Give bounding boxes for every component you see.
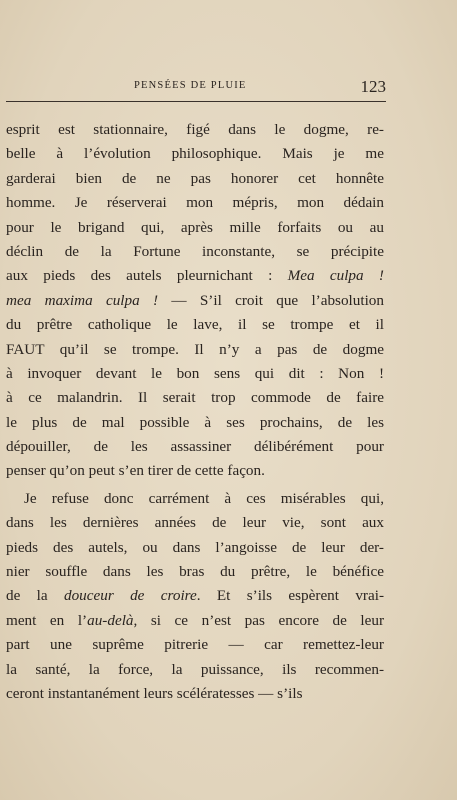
text-line [6,411,384,435]
text-line [6,362,384,386]
text-segment: . Et s’ils espèrent vrai- [196,587,385,605]
text-segment: de la [6,587,64,605]
text-segment: — S’il croit que l’absolution [158,291,384,309]
paragraph [6,487,384,707]
text-line [6,118,384,142]
text-segment: ceront instantanément leurs scélératesses — s’ils [6,684,303,702]
text-line [6,584,384,608]
text-line [6,459,384,483]
text-segment: ment en l’ [6,611,88,629]
running-title: PENSÉES DE PLUIE [134,80,247,91]
text-line [6,289,384,313]
text-segment: la santé, la force, la puissance, ils recommen- [6,660,384,678]
text-line [6,658,384,682]
text-segment: dans les dernières années de leur vie, sont aux [6,514,384,532]
text-segment: nier souffle dans les bras du prêtre, le bénéfice [6,563,384,581]
text-line [6,142,384,166]
text-line [6,338,384,362]
text-line [6,216,384,240]
text-segment: garderai bien de ne pas honorer cet honnête [6,169,384,187]
italic-text: douceur de croire [63,587,197,605]
text-line [6,191,384,215]
text-segment: à ce malandrin. Il serait trop commode de faire [6,389,384,407]
text-segment: esprit est stationnaire, figé dans le dogme, re- [6,121,384,138]
text-line [6,240,384,264]
text-line [6,511,384,535]
text-segment: , si ce n’est pas encore de leur [133,611,385,629]
header-rule [6,101,386,102]
text-line [6,313,384,337]
text-line [6,560,384,584]
text-segment: déclin de la Fortune inconstante, se précipite [6,242,384,260]
text-segment: part une suprême pitrerie — car remettez-leur [6,636,384,654]
text-segment: homme. Je réserverai mon mépris, mon dédain [6,194,384,212]
text-segment: aux pieds des autels pleurnichant : [6,267,288,285]
text-segment: FAUT qu’il se trompe. Il n’y a pas de dogme [6,340,384,358]
text-segment: pour le brigand qui, après mille forfaits ou au [6,218,384,236]
italic-text: au-delà [87,611,134,629]
body-text [6,118,384,706]
page-number: 123 [360,77,386,96]
text-line [6,633,384,657]
text-line [6,167,384,191]
text-segment: à invoquer devant le bon sens qui dit : Non ! [6,364,384,382]
italic-text: mea maxima culpa ! [6,291,159,309]
text-segment: belle à l’évolution philosophique. Mais je me [6,145,384,163]
text-segment: le plus de mal possible à ses prochains, de les [6,413,384,431]
italic-text: Mea culpa ! [287,267,384,285]
text-line [6,609,384,633]
text-line [6,386,384,410]
text-segment: dépouiller, de les assassiner délibérément pour [6,438,384,456]
text-line [6,264,384,288]
text-line [6,682,384,706]
text-line [6,536,384,560]
text-line [6,435,384,459]
text-segment: Je refuse donc carrément à ces misérables qui, [24,489,384,507]
text-line [6,487,384,511]
paragraph [6,118,384,484]
text-segment: pieds des autels, ou dans l’angoisse de leur der- [6,538,384,556]
text-segment: penser qu’on peut s’en tirer de cette façon. [6,462,265,480]
text-segment: du prêtre catholique le lave, il se trompe et il [6,316,384,334]
page-header [6,78,386,100]
